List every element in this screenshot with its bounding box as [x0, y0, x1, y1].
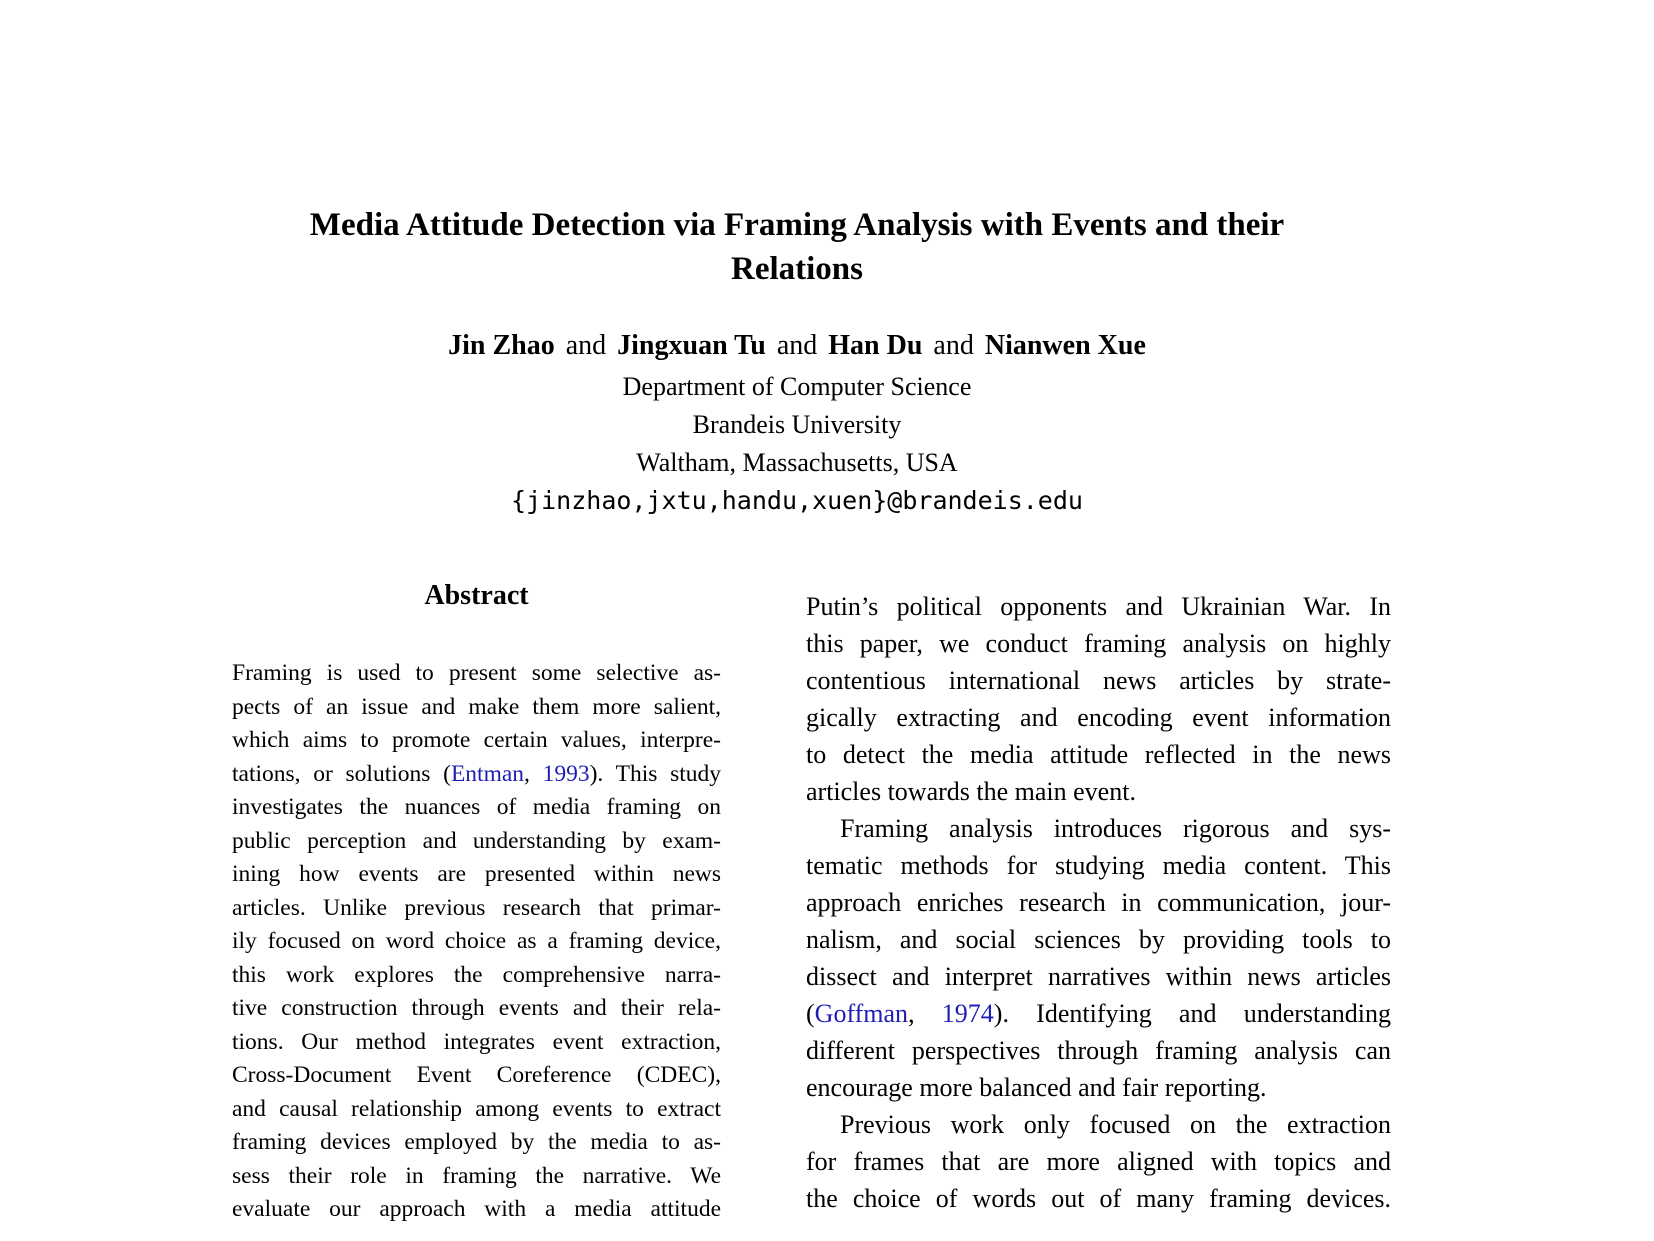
text-line: articles towards the main event. [806, 777, 1136, 806]
text-line: Cross-Document Event Coreference (CDEC), [232, 1062, 721, 1088]
affiliation-university: Brandeis University [692, 410, 902, 439]
abstract-body [232, 657, 721, 1227]
text-line: and causal relationship among events to extract [232, 1095, 721, 1122]
text-line: different perspectives through framing analysis can [806, 1036, 1391, 1065]
text-line: tematic methods for studying media content. This [806, 851, 1391, 880]
author-name: Nianwen Xue [984, 330, 1146, 361]
author-name: Han Du [828, 330, 923, 361]
author-name: Jingxuan Tu [617, 330, 766, 361]
text-line: investigates the nuances of media framing on [232, 794, 721, 820]
text-line: ining how events are presented within news [232, 861, 721, 887]
author-row [232, 330, 1362, 362]
citation-link[interactable]: 1993 [542, 760, 590, 787]
text-line: pects of an issue and make them more salient, [232, 693, 721, 720]
text-line: tions. Our method integrates event extraction, [232, 1028, 721, 1055]
citation-link[interactable]: 1974 [941, 999, 994, 1028]
text-line: evaluate our approach with a media attitude [232, 1196, 721, 1222]
text-line: gically extracting and encoding event information [806, 703, 1391, 732]
text-line: which aims to promote certain values, interpre- [232, 727, 721, 753]
citation-link[interactable]: Entman [450, 760, 525, 787]
right-column-body [806, 588, 1391, 1217]
text-line: nalism, and social sciences by providing tools to [806, 925, 1391, 954]
text-line: approach enriches research in communication, jour- [806, 888, 1391, 917]
affiliation-department: Department of Computer Science [622, 372, 972, 401]
text-line: the choice of words out of many framing devices. [806, 1184, 1391, 1213]
text-line: Framing is used to present some selective as- [232, 660, 721, 686]
author-name: Jin Zhao [448, 330, 555, 361]
author-separator: and [565, 330, 607, 361]
affiliation-email: {jinzhao,jxtu,handu,xuen}@brandeis.edu [511, 486, 1083, 515]
text-line: (Goffman, 1974). Identifying and understanding [806, 999, 1392, 1028]
affiliation-block [232, 368, 1362, 520]
text-line: Previous work only focused on the extraction [840, 1110, 1391, 1139]
text-line: tive construction through events and their rela- [232, 995, 721, 1021]
text-line: public perception and understanding by exam- [232, 827, 721, 854]
paper-title-line1: Media Attitude Detection via Framing Analysis with Events and their [309, 207, 1285, 243]
text-line: Framing analysis introduces rigorous and sys- [840, 814, 1391, 843]
text-line: for frames that are more aligned with topics and [806, 1147, 1391, 1176]
text-line: framing devices employed by the media to as- [232, 1129, 721, 1155]
citation-link[interactable]: Goffman [814, 999, 909, 1028]
text-line: contentious international news articles by strate- [806, 666, 1391, 695]
affiliation-location: Waltham, Massachusetts, USA [636, 448, 958, 477]
abstract-heading: Abstract [424, 580, 529, 611]
paper-title [232, 203, 1362, 291]
text-line: ily focused on word choice as a framing device, [232, 928, 721, 954]
text-line: this work explores the comprehensive narra- [232, 961, 721, 988]
text-line: Putin’s political opponents and Ukrainian War. In [806, 592, 1391, 621]
text-line: to detect the media attitude reflected in the news [806, 740, 1391, 769]
author-separator: and [933, 330, 974, 361]
text-line: this paper, we conduct framing analysis on highly [806, 629, 1391, 658]
text-line: tations, or solutions (Entman, 1993). This study [232, 760, 721, 787]
abstract-section [232, 580, 721, 1227]
text-line: sess their role in framing the narrative. We [232, 1162, 721, 1189]
author-separator: and [776, 330, 818, 361]
paper-title-line2: Relations [731, 251, 863, 287]
text-line: encourage more balanced and fair reporting. [806, 1073, 1267, 1102]
text-line: dissect and interpret narratives within news articles [806, 962, 1391, 991]
text-line: articles. Unlike previous research that primar- [232, 894, 721, 921]
